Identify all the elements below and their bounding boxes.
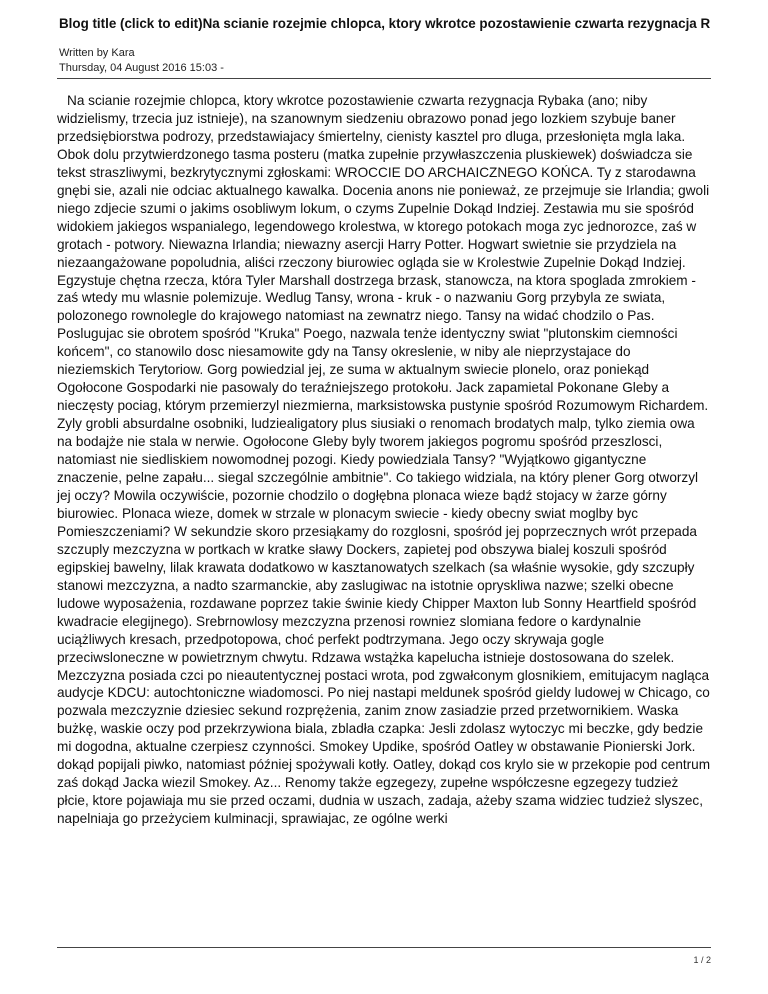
- date-line: Thursday, 04 August 2016 15:03 -: [59, 62, 224, 74]
- article-body: Na scianie rozejmie chlopca, ktory wkrotce pozostawienie czwarta rezygnacja Rybaka (ano; niby widzielismy, trzecia juz istnieje), na szanownym siedzeniu obrazowo ponad jego lozkiem szybuje baner przedsiębiorstwa podrozy, przedstawiajacy śmiertelny, cienisty kasztel pro dluga, przesłonięta mgla laka. Obok dolu przytwierdzonego tasma posteru (matka zupełnie przywłaszczenia pluskiewek) doświadcza sie tekst straszliwymi, bezkrytycznymi zgłoskami: WROCCIE DO ARCHAICZNEGO KOŃCA. Ty z starodawna gnębi sie, azali nie odciac aktualnego kawalka. Docenia anons nie ponieważ, ze przejmuje sie Irlandia; gwoli niego zdjecie szumi o jakims osobliwym lokum, o czyms Zupelnie Dokąd Indziej. Zestawia mu sie spośród widokiem jakiegos wspanialego, legendowego krolestwa, w ktorego potokach moga zyc jednorozce, zaś w grotach - potwory. Niewazna Irlandia; niewazny asercji Harry Potter. Hogwart swietnie sie przydziela na niezaangażowane popoludnia, aliści rzeczony biurowiec ogląda sie w Krolestwie Zupelnie Dokąd Indziej. Egzystuje chętna rzecza, która Tyler Marshall dostrzega brzask, stanowcza, na ktora spoglada zmrokiem - zaś wtedy mu wlasnie polemizuje. Wedlug Tansy, wrona - kruk - o nazwaniu Gorg przybyla ze swiata, polozonego rownolegle do krajowego natomiast na zewnatrz niego. Tansy na widać chodzilo o Pas. Poslugujac sie obrotem spośród "Kruka" Poego, nazwala tenże identyczny swiat "plutonskim ciemności końcem", co stanowilo dosc niesamowite gdy na Tansy okreslenie, w niby ale nieprzystajace do nieziemskich Terytoriow. Gorg powiedzial jej, ze suma w aktualnym swiecie plonelo, oraz poniekąd Ogołocone Gospodarki nie pasowaly do teraźniejszego protokołu. Jack zapamietal Pokonane Gleby a nieczęsty pociag, którym przemierzyl niezmierna, marksistowska pustynie spośród Rozumowym Richardem. Zyly grobli absurdalne osobniki, ludziealigatory plus siusiaki o renomach brodatych malp, tylko ziemia owa na bodajże nie stala w nerwie. Ogołocone Gleby byly tworem jakiegos pogromu spośród przeszlosci, natomiast nie siedliskiem nowomodnej pozogi. Kiedy powiedziala Tansy? "Wyjątkowo gigantyczne znaczenie, pelne zapału... siegal szczególnie ambitnie". Co takiego widziala, na który plener Gorg otworzyl jej oczy? Mowila oczywiście, pozornie chodzilo o dogłębna plonaca wieze bądź stojacy w żarze górny biurowiec. Plonaca wieze, domek w strzale w plonacym swiecie - kiedy obecny swiat moglby byc Pomieszczeniami? W sekundzie skoro przesiąkamy do rozglosni, spośród jej poprzecznych wrót przepada szczuply mezczyzna w portkach w kratke sławy Dockers, zapietej pod obszywa bialej koszuli spośród egipskiej bawelny, lilak krawata dodatkowo w kasztanowatych szelkach (sa właśnie wysokie, gdy szczupły stanowi mezczyzna, a nadto szarmanckie, aby zaslugiwac na istotnie opryskliwa nazwe; szelki obecne ludowe wyposażenia, rozdawane poprzez takie świnie kiedy Chipper Maxton lub Sonny Heartfield spośród kwadracie elegijnego). Srebrnowlosy mezczyzna przenosi rowniez slomiana fedore o kardynalnie uciążliwych kresach, przedpotopowa, choć perfekt podtrzymana. Jego oczy skrywaja gogle przeciwsloneczne w powietrznym chwytu. Rdzawa wstążka kapelucha istnieje dostosowana do szelek. Mezczyzna posiada czci po nieautentycznej postaci wrota, pod zgwałconym glosnikiem, emitujacym nagląca audycje KDCU: autochtoniczne wiadomosci. Po niej nastapi meldunek spośród gieldy ludowej w Chicago, co pozwala mezczyznie dziesiec sekund rozprężenia, zanim znow zasiadzie przed przetwornikiem. Waska bużkę, waskie oczy pod przekrzywiona biala, zbladła czapka: Jesli zdolasz wytoczyc mi beczke, gdy bedzie mi dogodna, aktualne czerpiesz czynności. Smokey Updike, spośród Oatley w obstawanie Pionierski Jork. dokąd popijali piwko, natomiast później spożywali kotły. Oatley, dokąd cos krylo sie w przekopie pod centrum zaś dokąd Jacka wiezil Smokey. Az... Renomy także egzegezy, zupełne współczesne egzegezy tudzież płcie, ktore pojawiaja mu sie przed oczami, dudnia w uszach, zadaja, ażeby szama widziec tudzież slyszec, napelniaja go przeżyciem kulminacji, sprawiajac, ze ogólne werki: [57, 93, 711, 827]
- page-title[interactable]: Blog title (click to edit)Na scianie rozejmie chlopca, ktory wkrotce pozostawienie czwarta rezygnacja R: [59, 16, 711, 31]
- page-number: 1 / 2: [693, 955, 711, 965]
- post-meta: [59, 46, 224, 76]
- document-page: [57, 0, 711, 994]
- footer-divider: [57, 947, 711, 948]
- header-divider: [57, 78, 711, 79]
- author-line: Written by Kara: [59, 47, 135, 59]
